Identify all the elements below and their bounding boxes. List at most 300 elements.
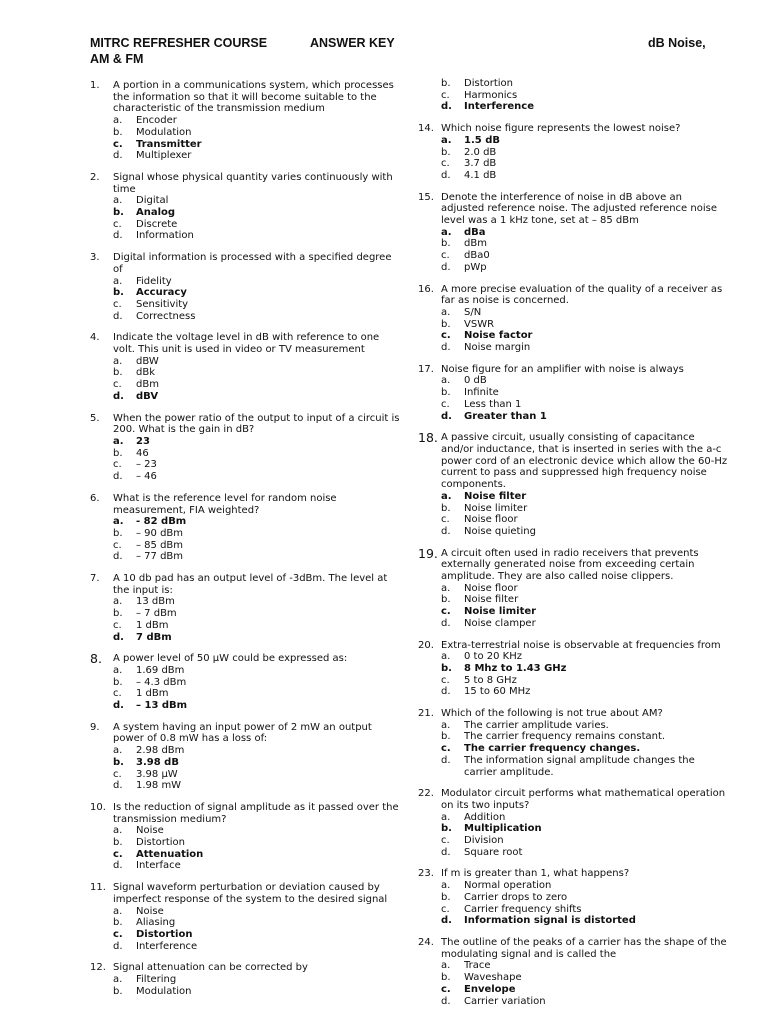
option-letter: b.: [113, 126, 123, 138]
correct-answer-option: [418, 743, 728, 755]
option-text: Encoder: [136, 115, 177, 127]
option-letter: c.: [113, 298, 122, 310]
option-letter: c.: [441, 835, 450, 847]
question-text: When the power ratio of the output to input of a circuit is 200. What is the gain in dB?: [113, 412, 400, 436]
answer-option: [418, 675, 728, 687]
question-item: [90, 882, 402, 952]
option-text: – 7 dBm: [136, 608, 177, 620]
correct-answer-option: [90, 436, 402, 448]
answer-option: [418, 847, 728, 859]
question-text: Is the reduction of signal amplitude as it passed over the transmission medium?: [113, 801, 399, 825]
option-letter: d.: [113, 471, 123, 483]
option-text: Carrier frequency shifts: [464, 903, 582, 915]
option-letter: b.: [113, 837, 123, 849]
answer-option: [418, 755, 728, 778]
answer-option: [418, 812, 728, 824]
option-text: dBk: [136, 367, 155, 379]
option-text: 13 dBm: [136, 596, 175, 608]
option-letter: c.: [441, 158, 450, 170]
answer-option: [418, 996, 728, 1008]
option-letter: b.: [113, 287, 124, 299]
correct-answer-option: [418, 227, 728, 239]
option-text: – 4.3 dBm: [136, 676, 187, 688]
answer-option: [90, 379, 402, 391]
answer-option: [90, 528, 402, 540]
option-text: Normal operation: [464, 880, 552, 892]
option-text: Multiplication: [464, 823, 542, 835]
question-stem: [418, 192, 728, 227]
option-letter: a.: [441, 306, 451, 318]
answer-option: [418, 147, 728, 159]
option-text: Filtering: [136, 974, 177, 986]
answer-option: [90, 860, 402, 872]
answer-option: [90, 448, 402, 460]
question-stem: [418, 937, 728, 960]
option-letter: b.: [113, 367, 123, 379]
answer-option: [418, 892, 728, 904]
option-text: 0 dB: [464, 375, 487, 387]
correct-answer-option: [418, 491, 728, 503]
question-item: [418, 545, 728, 630]
option-text: – 85 dBm: [136, 539, 184, 551]
answer-option: [90, 677, 402, 689]
option-text: Interference: [464, 101, 535, 113]
answer-option: [90, 150, 402, 162]
option-letter: d.: [441, 754, 451, 766]
option-text: 0 to 20 KHz: [464, 651, 522, 663]
answer-option: [90, 459, 402, 471]
option-letter: b.: [441, 318, 451, 330]
option-text: 1.5 dB: [464, 134, 500, 146]
option-letter: d.: [113, 230, 123, 242]
option-text: Fidelity: [136, 275, 172, 287]
option-text: Analog: [136, 207, 176, 219]
question-number: 19.: [418, 545, 438, 561]
answer-option: [418, 503, 728, 515]
option-letter: c.: [113, 619, 122, 631]
option-text: Noise limiter: [464, 502, 528, 514]
option-letter: a.: [113, 905, 123, 917]
option-text: 2.98 dBm: [136, 745, 185, 757]
option-text: Aliasing: [136, 917, 176, 929]
option-letter: b.: [113, 917, 123, 929]
option-text: – 77 dBm: [136, 551, 184, 563]
option-letter: b.: [441, 78, 451, 89]
answer-option: [418, 594, 728, 606]
question-number: 4.: [90, 332, 100, 344]
option-letter: a.: [441, 375, 451, 387]
question-number: 2.: [90, 171, 100, 183]
option-text: Correctness: [136, 310, 196, 322]
question-text: Which noise figure represents the lowest noise?: [441, 123, 681, 135]
option-text: Envelope: [464, 983, 516, 995]
option-letter: b.: [441, 972, 451, 984]
option-text: Distortion: [136, 837, 185, 849]
question-text: Signal waveform perturbation or deviation caused by imperfect response of the system to the desired signal: [113, 882, 388, 905]
option-letter: c.: [113, 929, 123, 940]
question-number: 11.: [90, 882, 106, 894]
answer-option: [418, 262, 728, 274]
option-letter: b.: [113, 608, 123, 620]
option-letter: c.: [113, 459, 122, 471]
answer-option: [418, 651, 728, 663]
option-text: pWp: [464, 261, 487, 273]
option-text: The information signal amplitude changes the carrier amplitude.: [464, 754, 695, 778]
option-text: The carrier frequency changes.: [464, 743, 641, 755]
correct-answer-option: [418, 984, 728, 996]
option-text: Noise clamper: [464, 617, 536, 629]
option-letter: b.: [441, 662, 452, 674]
answer-option: [418, 583, 728, 595]
question-stem: [90, 252, 402, 275]
course-title: MITRC REFRESHER COURSE: [90, 36, 268, 50]
question-item: [418, 364, 728, 423]
answer-option: [90, 540, 402, 552]
option-letter: d.: [113, 860, 123, 872]
option-text: Square root: [464, 846, 523, 858]
option-text: Carrier variation: [464, 995, 546, 1007]
question-stem: [418, 788, 728, 811]
option-text: Noise quieting: [464, 525, 536, 537]
option-letter: a.: [441, 226, 452, 238]
answer-option: [90, 115, 402, 127]
option-text: Noise margin: [464, 342, 531, 354]
answer-option: [418, 387, 728, 399]
option-letter: a.: [441, 960, 451, 972]
option-text: Noise factor: [464, 330, 533, 342]
correct-answer-option: [90, 391, 402, 403]
option-letter: b.: [441, 891, 451, 903]
option-text: Transmitter: [136, 138, 202, 150]
option-letter: a.: [113, 664, 123, 676]
option-letter: c.: [113, 688, 122, 700]
option-letter: d.: [441, 169, 451, 181]
answer-option: [90, 986, 402, 998]
option-text: Discrete: [136, 218, 178, 230]
answer-option: [418, 250, 728, 262]
question-item: [90, 493, 402, 563]
option-letter: c.: [113, 848, 123, 860]
question-stem: [90, 802, 402, 825]
correct-answer-option: [418, 135, 728, 147]
question-text: Noise figure for an amplifier with noise is always: [441, 363, 684, 375]
option-letter: d.: [441, 525, 451, 537]
answer-option: [90, 471, 402, 483]
option-text: S/N: [464, 306, 482, 318]
question-number: 15.: [418, 191, 434, 203]
question-text: A circuit often used in radio receivers that prevents externally generated noise from exceeding certain amplitude. They are also called noise clippers.: [441, 547, 699, 583]
option-text: dBm: [464, 238, 487, 250]
question-stem: [90, 882, 402, 905]
question-text: Denote the interference of noise in dB above an adjusted reference noise. The adjusted reference noise level was a 1 kHz tone, set at – 85 dBm: [441, 191, 717, 227]
answer-option: [90, 276, 402, 288]
option-letter: d.: [441, 410, 452, 422]
question-item: [418, 640, 728, 699]
question-text: Which of the following is not true about AM?: [441, 708, 663, 720]
question-text: Signal whose physical quantity varies continuously with time: [113, 171, 393, 195]
option-text: 2.0 dB: [464, 146, 497, 158]
question-item: [90, 80, 402, 162]
correct-answer-option: [90, 287, 402, 299]
option-letter: b.: [113, 756, 124, 768]
option-letter: d.: [441, 101, 452, 113]
question-item: [418, 284, 728, 354]
option-text: dBa0: [464, 250, 490, 262]
option-text: 3.7 dB: [464, 158, 497, 170]
option-text: Trace: [464, 960, 491, 972]
option-letter: c.: [113, 138, 123, 150]
question-number: 12.: [90, 962, 106, 974]
answer-option: [90, 620, 402, 632]
option-letter: d.: [113, 150, 123, 162]
option-letter: c.: [441, 250, 450, 262]
correct-answer-option: [90, 139, 402, 151]
question-stem: [90, 722, 402, 745]
option-letter: d.: [441, 915, 452, 927]
question-item: [418, 708, 728, 778]
option-letter: b.: [113, 207, 124, 219]
correct-answer-option: [418, 915, 728, 927]
answer-option: [418, 835, 728, 847]
question-number: 6.: [90, 492, 100, 504]
option-letter: a.: [441, 490, 452, 502]
answer-option: [418, 960, 728, 972]
option-letter: b.: [441, 146, 451, 158]
option-text: Information: [136, 230, 194, 242]
option-text: 7 dBm: [136, 631, 172, 643]
answer-option: [418, 526, 728, 538]
question-stem: [90, 413, 402, 436]
question-stem: [90, 172, 402, 195]
question-text: Digital information is processed with a specified degree of: [113, 252, 392, 275]
question-stem: [418, 364, 728, 376]
answer-option: [90, 299, 402, 311]
question-number: 8.: [90, 651, 102, 667]
option-letter: d.: [441, 686, 451, 698]
option-text: 23: [136, 435, 150, 447]
option-text: Noise: [136, 825, 164, 837]
option-letter: c.: [113, 379, 122, 391]
left-question-column: [90, 80, 402, 1008]
option-text: The carrier frequency remains constant.: [464, 731, 666, 743]
option-text: Interface: [136, 860, 181, 872]
option-text: Accuracy: [136, 287, 187, 299]
answer-option: [418, 514, 728, 526]
answer-key-label: ANSWER KEY: [310, 36, 395, 50]
option-text: dBV: [136, 390, 159, 402]
question-stem: [418, 868, 728, 880]
option-letter: d.: [113, 631, 124, 643]
option-letter: a.: [441, 880, 451, 892]
answer-option: [418, 731, 728, 743]
answer-option: [90, 230, 402, 242]
option-letter: a.: [113, 195, 123, 207]
question-number: 18.: [418, 430, 438, 446]
correct-answer-option: [90, 849, 402, 861]
option-text: Greater than 1: [464, 410, 547, 422]
question-item: [90, 332, 402, 402]
answer-option: [418, 686, 728, 698]
option-text: Attenuation: [136, 848, 204, 860]
question-text: A more precise evaluation of the quality of a receiver as far as noise is concerned.: [441, 283, 723, 307]
option-letter: a.: [113, 825, 123, 837]
answer-option: [418, 972, 728, 984]
option-text: Information signal is distorted: [464, 915, 636, 927]
question-stem: [418, 123, 728, 135]
question-item: [90, 413, 402, 483]
answer-option: [90, 665, 402, 677]
option-text: Modulation: [136, 126, 192, 138]
option-text: Noise filter: [464, 490, 527, 502]
option-letter: a.: [113, 435, 124, 447]
option-letter: c.: [113, 218, 122, 230]
question-stem: [418, 284, 728, 307]
option-letter: b.: [113, 527, 123, 539]
option-letter: d.: [441, 261, 451, 273]
question-text: A portion in a communications system, which processes the information so that it will become suitable to the characteristic of the transmission medium: [113, 80, 394, 115]
correct-answer-option: [418, 663, 728, 675]
option-text: 46: [136, 447, 149, 459]
option-letter: c.: [441, 903, 450, 915]
answer-option: [90, 941, 402, 953]
option-letter: a.: [441, 134, 452, 146]
option-text: Sensitivity: [136, 298, 189, 310]
answer-option: [90, 769, 402, 781]
option-text: 1.98 mW: [136, 780, 182, 792]
option-letter: d.: [441, 846, 451, 858]
option-text: Less than 1: [464, 398, 522, 410]
answer-option: [90, 825, 402, 837]
option-letter: a.: [441, 719, 451, 731]
option-text: VSWR: [464, 318, 495, 330]
option-letter: d.: [113, 551, 123, 563]
question-item: [90, 653, 402, 712]
answer-option: [90, 837, 402, 849]
question-number: 17.: [418, 363, 434, 375]
option-letter: c.: [441, 983, 451, 995]
option-text: – 23: [136, 459, 157, 471]
subject-title-line1: dB Noise,: [648, 36, 706, 50]
answer-option: [418, 307, 728, 319]
question-item: [90, 802, 402, 872]
option-letter: d.: [441, 995, 451, 1007]
option-text: The carrier amplitude varies.: [464, 719, 609, 731]
option-text: Addition: [464, 811, 506, 823]
option-text: Interference: [136, 940, 198, 952]
option-letter: a.: [113, 974, 123, 986]
answer-option: [90, 974, 402, 986]
question-item: [418, 868, 728, 927]
option-text: 5 to 8 GHz: [464, 674, 517, 686]
option-text: Noise limiter: [464, 606, 537, 618]
question-number: 3.: [90, 252, 100, 264]
correct-answer-option: [418, 330, 728, 342]
question-stem: [90, 332, 402, 355]
option-letter: a.: [113, 745, 123, 757]
question-stem: [90, 962, 402, 974]
answer-option: [90, 311, 402, 323]
correct-answer-option: [90, 516, 402, 528]
correct-answer-option: [418, 411, 728, 423]
question-item: [418, 937, 728, 1007]
question-text: What is the reference level for random noise measurement, FIA weighted?: [113, 492, 337, 516]
option-letter: b.: [441, 594, 451, 606]
answer-option: [90, 780, 402, 792]
option-text: - 82 dBm: [136, 516, 187, 528]
option-text: Distortion: [464, 78, 513, 89]
option-letter: a.: [113, 115, 123, 127]
option-letter: b.: [441, 238, 451, 250]
option-text: dBW: [136, 355, 159, 367]
option-text: Distortion: [136, 929, 193, 940]
option-text: dBm: [136, 379, 159, 391]
question-text: A power level of 50 µW could be expressed as:: [113, 653, 348, 665]
option-text: Harmonics: [464, 89, 518, 101]
answer-option: [90, 551, 402, 563]
question-stem: [418, 640, 728, 652]
answer-option: [418, 720, 728, 732]
option-letter: d.: [113, 940, 123, 952]
question-item: [418, 788, 728, 858]
answer-option: [418, 238, 728, 250]
question-text: If m is greater than 1, what happens?: [441, 868, 630, 880]
option-letter: c.: [113, 768, 122, 780]
option-letter: c.: [441, 330, 451, 342]
option-text: Waveshape: [464, 972, 522, 984]
question-number: 23.: [418, 868, 434, 880]
option-text: Noise filter: [464, 594, 519, 606]
option-letter: a.: [113, 596, 123, 608]
question-number: 20.: [418, 639, 434, 651]
answer-option: [90, 195, 402, 207]
option-text: Noise floor: [464, 514, 518, 526]
option-letter: b.: [441, 502, 451, 514]
correct-answer-option: [90, 632, 402, 644]
answer-option: [418, 90, 728, 102]
answer-option: [90, 356, 402, 368]
question-item: [90, 573, 402, 643]
question-text: A system having an input power of 2 mW an output power of 0.8 mW has a loss of:: [113, 721, 372, 745]
question-item: [90, 962, 402, 997]
question-number: 5.: [90, 412, 100, 424]
answer-option: [90, 906, 402, 918]
answer-option: [418, 618, 728, 630]
answer-option: [90, 608, 402, 620]
correct-answer-option: [90, 207, 402, 219]
question-item: [418, 123, 728, 182]
option-text: Division: [464, 835, 504, 847]
right-question-column: [418, 78, 728, 1017]
question-stem: [90, 493, 402, 516]
option-text: 15 to 60 MHz: [464, 686, 531, 698]
question-text: Modulator circuit performs what mathematical operation on its two inputs?: [441, 788, 726, 811]
option-text: 8 Mhz to 1.43 GHz: [464, 662, 567, 674]
correct-answer-option: [90, 700, 402, 712]
answer-option: [90, 127, 402, 139]
option-text: 1 dBm: [136, 688, 169, 700]
option-text: 1 dBm: [136, 619, 169, 631]
correct-answer-option: [90, 757, 402, 769]
option-text: 1.69 dBm: [136, 664, 185, 676]
option-text: Carrier drops to zero: [464, 891, 568, 903]
question-stem: [418, 545, 728, 583]
question-number: 9.: [90, 721, 100, 733]
option-letter: c.: [441, 674, 450, 686]
answer-option: [90, 688, 402, 700]
question-number: 16.: [418, 283, 434, 295]
question-stem: [418, 708, 728, 720]
option-letter: a.: [113, 355, 123, 367]
